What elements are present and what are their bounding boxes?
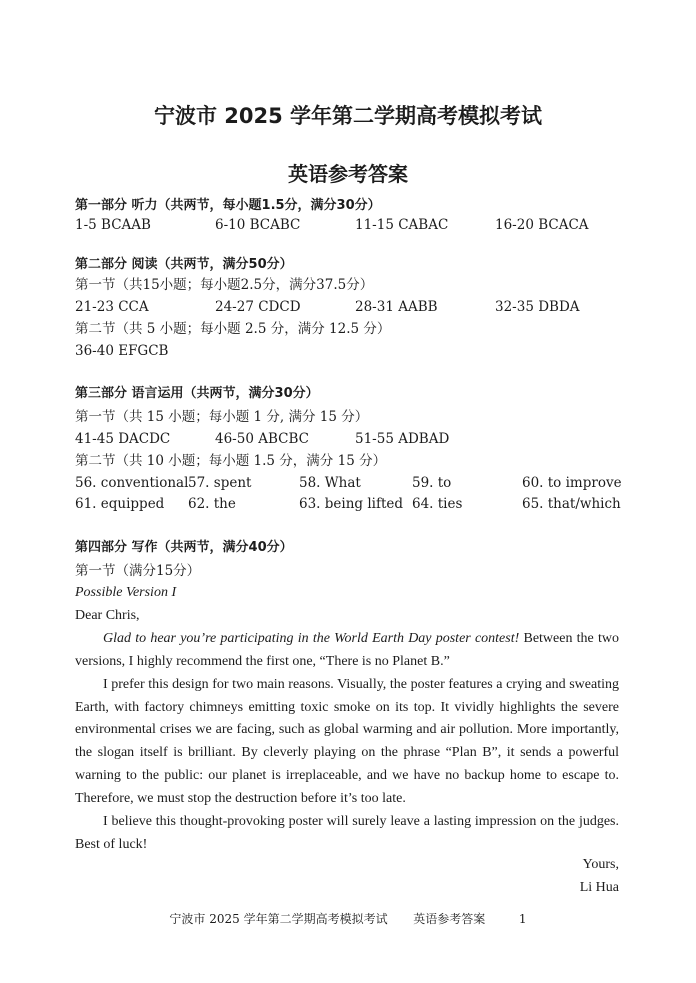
part3-section2: 第二节（共 10 小题；每小题 1.5 分，满分 15 分） xyxy=(75,453,387,469)
answer-28-31: 28-31 AABB xyxy=(355,299,438,315)
footer-exam-name: 宁波市 2025 学年第二学期高考模拟考试 xyxy=(169,912,388,926)
answer-16-20: 16-20 BCACA xyxy=(495,217,589,233)
page-footer xyxy=(0,910,696,927)
part2-section2: 第二节（共 5 小题；每小题 2.5 分，满分 12.5 分） xyxy=(75,321,391,337)
letter-greeting: Dear Chris, xyxy=(75,608,140,623)
answer-64: 64. ties xyxy=(412,496,463,512)
answer-6-10: 6-10 BCABC xyxy=(215,217,301,233)
page-title: 宁波市 2025 学年第二学期高考模拟考试 xyxy=(153,104,543,128)
answer-32-35: 32-35 DBDA xyxy=(495,299,580,315)
letter-closing: Yours, xyxy=(582,857,619,872)
answer-58: 58. What xyxy=(299,475,361,491)
answer-46-50: 46-50 ABCBC xyxy=(215,431,309,447)
letter-opening-sentence: Glad to hear you’re participating in the World Earth Day poster contest! xyxy=(103,631,520,646)
answer-21-23: 21-23 CCA xyxy=(75,299,149,315)
answer-57: 57. spent xyxy=(188,475,252,491)
letter-paragraph-3: I believe this thought-provoking poster will surely leave a lasting impression on the judges. Best of luck! xyxy=(75,814,619,852)
letter-paragraph-1 xyxy=(75,628,619,673)
answer-24-27: 24-27 CDCD xyxy=(215,299,301,315)
answer-1-5: 1-5 BCAAB xyxy=(75,217,151,233)
part4-heading: 第四部分 写作（共两节，满分40分） xyxy=(75,540,293,555)
possible-version-label: Possible Version I xyxy=(75,585,177,600)
footer-doc-name: 英语参考答案 xyxy=(413,912,486,926)
part4-section1: 第一节（满分15分） xyxy=(75,563,201,579)
answer-59: 59. to xyxy=(412,475,452,491)
answer-41-45: 41-45 DACDC xyxy=(75,431,171,447)
part3-section1: 第一节（共 15 小题；每小题 1 分, 满分 15 分） xyxy=(75,409,369,425)
part1-heading: 第一部分 听力（共两节，每小题1.5分，满分30分） xyxy=(75,198,381,213)
answer-60: 60. to improve xyxy=(522,475,622,491)
page-subtitle: 英语参考答案 xyxy=(288,162,408,186)
part2-section1: 第一节（共15小题；每小题2.5分，满分37.5分） xyxy=(75,277,374,293)
answer-63: 63. being lifted xyxy=(299,496,404,512)
answer-62: 62. the xyxy=(188,496,236,512)
answer-61: 61. equipped xyxy=(75,496,165,512)
answer-36-40: 36-40 EFGCB xyxy=(75,343,169,359)
letter-signature: Li Hua xyxy=(579,880,619,895)
answer-65: 65. that/which xyxy=(522,496,621,512)
answer-11-15: 11-15 CABAC xyxy=(355,217,449,233)
footer-page-number: 1 xyxy=(518,912,527,926)
letter-paragraph-2: I prefer this design for two main reasons. Visually, the poster features a crying and sweating Earth, with factory chimneys emitting toxic smoke on its top. It vividly highlights the severe environmental crises we are facing, such as global warming and air pollution. More importantly, the slogan itself is brilliant. By cleverly playing on the phrase “Plan B”, it sends a powerful warning to the public: our planet is irreplaceable, and we have no backup home to escape to. Therefore, we must stop the destruction before it’s too late. xyxy=(75,677,619,806)
answer-56: 56. conventional xyxy=(75,475,189,491)
answer-51-55: 51-55 ADBAD xyxy=(355,431,450,447)
letter-paragraph-1-rest: Between the two versions, I highly recommend the first one, “There is no Planet B.” xyxy=(75,631,619,669)
part2-heading: 第二部分 阅读（共两节，满分50分） xyxy=(75,257,293,272)
part3-heading: 第三部分 语言运用（共两节，满分30分） xyxy=(75,386,319,401)
